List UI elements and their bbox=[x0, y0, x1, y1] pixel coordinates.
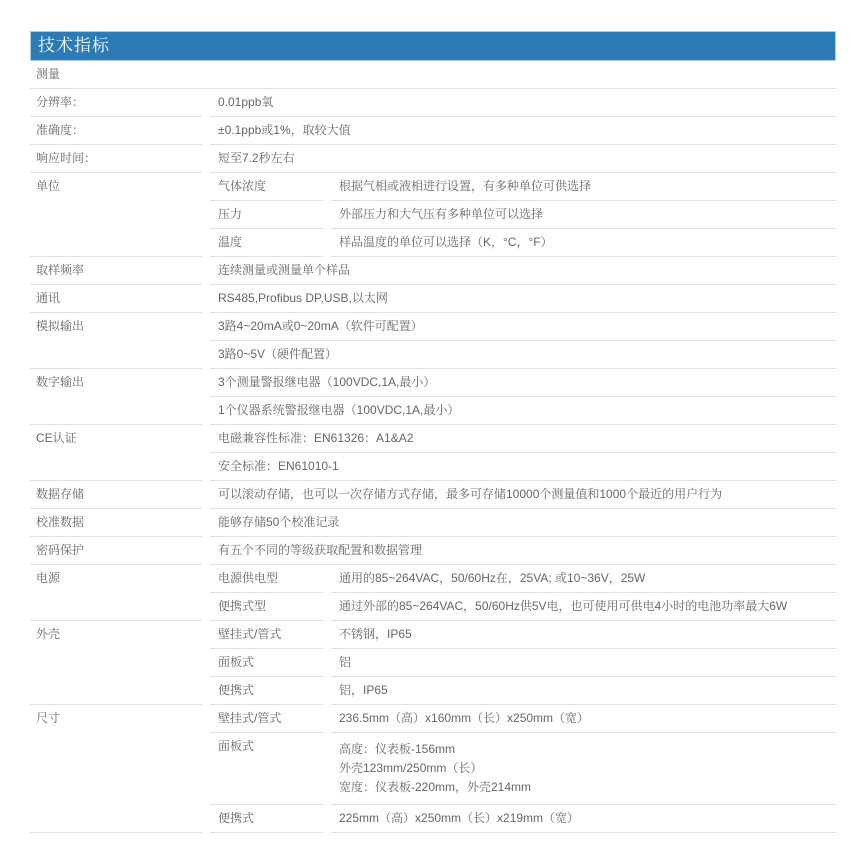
spec-category: 分辨率： bbox=[30, 89, 202, 117]
spec-subcategory: 壁挂式/管式 bbox=[210, 621, 323, 649]
spec-category: 外壳 bbox=[30, 621, 202, 705]
spec-subcategory: 便携式 bbox=[210, 677, 323, 705]
spec-category: 数据存储 bbox=[30, 481, 202, 509]
spec-subcategory: 面板式 bbox=[210, 649, 323, 677]
spec-value: 3路0~5V（硬件配置） bbox=[210, 341, 836, 369]
table-row bbox=[30, 257, 836, 285]
spec-category: 测量 bbox=[30, 61, 836, 89]
table-row bbox=[30, 537, 836, 565]
table-row bbox=[30, 313, 836, 341]
spec-category: 单位 bbox=[30, 173, 202, 257]
spec-subcategory: 压力 bbox=[210, 201, 323, 229]
spec-value: 样品温度的单位可以选择（K，°C，°F） bbox=[331, 229, 836, 257]
spec-value: RS485,Profibus DP,USB,以太网 bbox=[210, 285, 836, 313]
spec-subcategory: 温度 bbox=[210, 229, 323, 257]
spec-subcategory: 电源供电型 bbox=[210, 565, 323, 593]
spec-category: 准确度： bbox=[30, 117, 202, 145]
spec-value: 1个仪器系统警报继电器（100VDC,1A,最小） bbox=[210, 397, 836, 425]
table-row bbox=[30, 117, 836, 145]
spec-category: 取样频率 bbox=[30, 257, 202, 285]
spec-value: 电磁兼容性标准：EN61326：A1&A2 bbox=[210, 425, 836, 453]
spec-subcategory: 壁挂式/管式 bbox=[210, 705, 323, 733]
spec-value: 高度：仪表板-156mm 外壳123mm/250mm（长） 宽度：仪表板-220mm，外壳214mm bbox=[331, 733, 836, 805]
spec-category: 响应时间： bbox=[30, 145, 202, 173]
table-row bbox=[30, 369, 836, 397]
spec-value: 铝，IP65 bbox=[331, 677, 836, 705]
table-row bbox=[30, 705, 836, 733]
table-row bbox=[30, 621, 836, 649]
table-row bbox=[30, 481, 836, 509]
spec-value: 铝 bbox=[331, 649, 836, 677]
spec-value: ±0.1ppb或1%，取较大值 bbox=[210, 117, 836, 145]
section-header bbox=[30, 31, 836, 61]
specs-table-body bbox=[30, 61, 836, 833]
spec-category: CE认证 bbox=[30, 425, 202, 481]
spec-value: 3路4~20mA或0~20mA（软件可配置） bbox=[210, 313, 836, 341]
spec-value: 225mm（高）x250mm（长）x219mm（宽） bbox=[331, 805, 836, 833]
spec-value: 可以滚动存储，也可以一次存储方式存储，最多可存储10000个测量值和1000个最近的用户行为 bbox=[210, 481, 836, 509]
section-title: 技术指标 bbox=[38, 36, 110, 55]
spec-subcategory: 便携式 bbox=[210, 805, 323, 833]
spec-value: 3个测量警报继电器（100VDC,1A,最小） bbox=[210, 369, 836, 397]
table-row bbox=[30, 425, 836, 453]
spec-value: 短至7.2秒左右 bbox=[210, 145, 836, 173]
spec-subcategory: 气体浓度 bbox=[210, 173, 323, 201]
spec-subcategory: 面板式 bbox=[210, 733, 323, 805]
table-row bbox=[30, 61, 836, 89]
spec-value: 安全标准：EN61010-1 bbox=[210, 453, 836, 481]
spec-category: 通讯 bbox=[30, 285, 202, 313]
spec-category: 密码保护 bbox=[30, 537, 202, 565]
table-row bbox=[30, 565, 836, 593]
spec-subcategory: 便携式型 bbox=[210, 593, 323, 621]
table-row bbox=[30, 173, 836, 201]
spec-value: 能够存储50个校准记录 bbox=[210, 509, 836, 537]
spec-value: 236.5mm（高）x160mm（长）x250mm（宽） bbox=[331, 705, 836, 733]
table-row bbox=[30, 89, 836, 117]
spec-value: 外部压力和大气压有多种单位可以选择 bbox=[331, 201, 836, 229]
spec-category: 尺寸 bbox=[30, 705, 202, 833]
table-row bbox=[30, 509, 836, 537]
spec-category: 模拟输出 bbox=[30, 313, 202, 369]
spec-value: 0.01ppb氧 bbox=[210, 89, 836, 117]
spec-value: 根据气相或液相进行设置，有多种单位可供选择 bbox=[331, 173, 836, 201]
table-row bbox=[30, 285, 836, 313]
table-row bbox=[30, 145, 836, 173]
spec-category: 电源 bbox=[30, 565, 202, 621]
specs-table bbox=[22, 61, 844, 833]
spec-value: 有五个不同的等级获取配置和数据管理 bbox=[210, 537, 836, 565]
spec-value: 通用的85~264VAC，50/60Hz在，25VA; 或10~36V，25W bbox=[331, 565, 836, 593]
spec-value: 连续测量或测量单个样品 bbox=[210, 257, 836, 285]
spec-category: 校准数据 bbox=[30, 509, 202, 537]
spec-value: 通过外部的85~264VAC，50/60Hz供5V电，也可使用可供电4小时的电池功率最大6W bbox=[331, 593, 836, 621]
spec-value: 不锈钢，IP65 bbox=[331, 621, 836, 649]
spec-category: 数字输出 bbox=[30, 369, 202, 425]
